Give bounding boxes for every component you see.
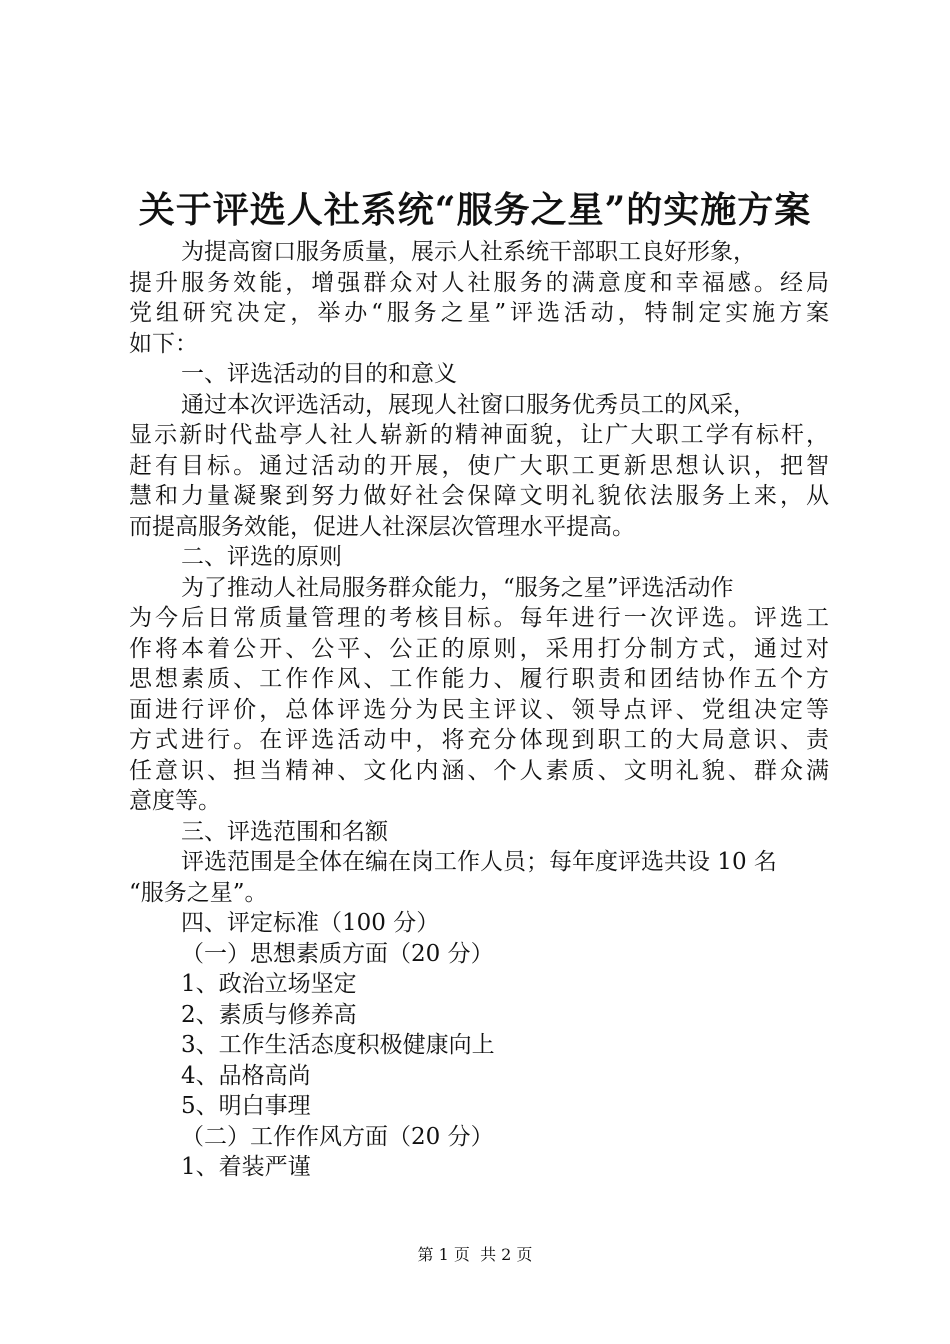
paragraph-line: 意度等。 [129, 788, 221, 814]
document-title: 关于评选人社系统“服务之星”的实施方案 [138, 189, 812, 231]
list-item: 4、品格高尚 [181, 1062, 311, 1089]
section-heading: 一、评选活动的目的和意义 [181, 361, 457, 387]
paragraph-line: 如下： [129, 330, 198, 357]
subsection-heading: （一）思想素质方面（20 分） [181, 940, 494, 967]
document-body [129, 237, 829, 1183]
paragraph-line: 为了推动人社局服务群众能力，“服务之星”评选活动作 [181, 574, 734, 601]
section-heading: 二、评选的原则 [181, 544, 342, 570]
paragraph-line: 思想素质、工作作风、工作能力、履行职责和团结协作五个方 [129, 666, 829, 692]
list-item: 3、工作生活态度积极健康向上 [181, 1032, 495, 1058]
page-footer: 第 1 页 共 2 页 [417, 1245, 533, 1264]
paragraph-line: 慧和力量凝聚到努力做好社会保障文明礼貌依法服务上来，从 [129, 483, 829, 509]
paragraph-line: 面进行评价，总体评选分为民主评议、领导点评、党组决定等 [129, 696, 829, 723]
paragraph-line: 方式进行。在评选活动中，将充分体现到职工的大局意识、责 [129, 727, 829, 753]
paragraph-line: 而提高服务效能，促进人社深层次管理水平提高。 [129, 513, 635, 540]
paragraph-line: 为提高窗口服务质量，展示人社系统干部职工良好形象， [181, 239, 756, 265]
list-item: 5、明白事理 [181, 1093, 311, 1119]
list-item: 1、政治立场坚定 [181, 971, 357, 997]
subsection-heading: （二）工作作风方面（20 分） [181, 1123, 494, 1150]
paragraph-line: 为今后日常质量管理的考核目标。每年进行一次评选。评选工 [129, 605, 829, 631]
section-heading: 三、评选范围和名额 [181, 818, 388, 845]
list-item: 2、素质与修养高 [181, 1001, 357, 1028]
paragraph-line: 党组研究决定，举办“服务之星”评选活动，特制定实施方案 [129, 300, 829, 326]
paragraph-line: 显示新时代盐亭人社人崭新的精神面貌，让广大职工学有标杆， [129, 422, 829, 448]
paragraph-line: 任意识、担当精神、文化内涵、个人素质、文明礼貌、群众满 [129, 757, 829, 784]
paragraph-line: 评选范围是全体在编在岗工作人员；每年度评选共设 10 名 [181, 849, 777, 875]
list-item: 1、着装严谨 [181, 1154, 311, 1180]
paragraph-line: “服务之星”。 [129, 879, 268, 906]
section-heading: 四、评定标准（100 分） [181, 910, 440, 936]
paragraph-line: 赶有目标。通过活动的开展，使广大职工更新思想认识，把智 [129, 452, 829, 479]
paragraph-line: 作将本着公开、公平、公正的原则，采用打分制方式，通过对 [129, 635, 829, 662]
paragraph-line: 提升服务效能，增强群众对人社服务的满意度和幸福感。经局 [129, 269, 829, 296]
paragraph-line: 通过本次评选活动，展现人社窗口服务优秀员工的风采， [181, 391, 756, 418]
